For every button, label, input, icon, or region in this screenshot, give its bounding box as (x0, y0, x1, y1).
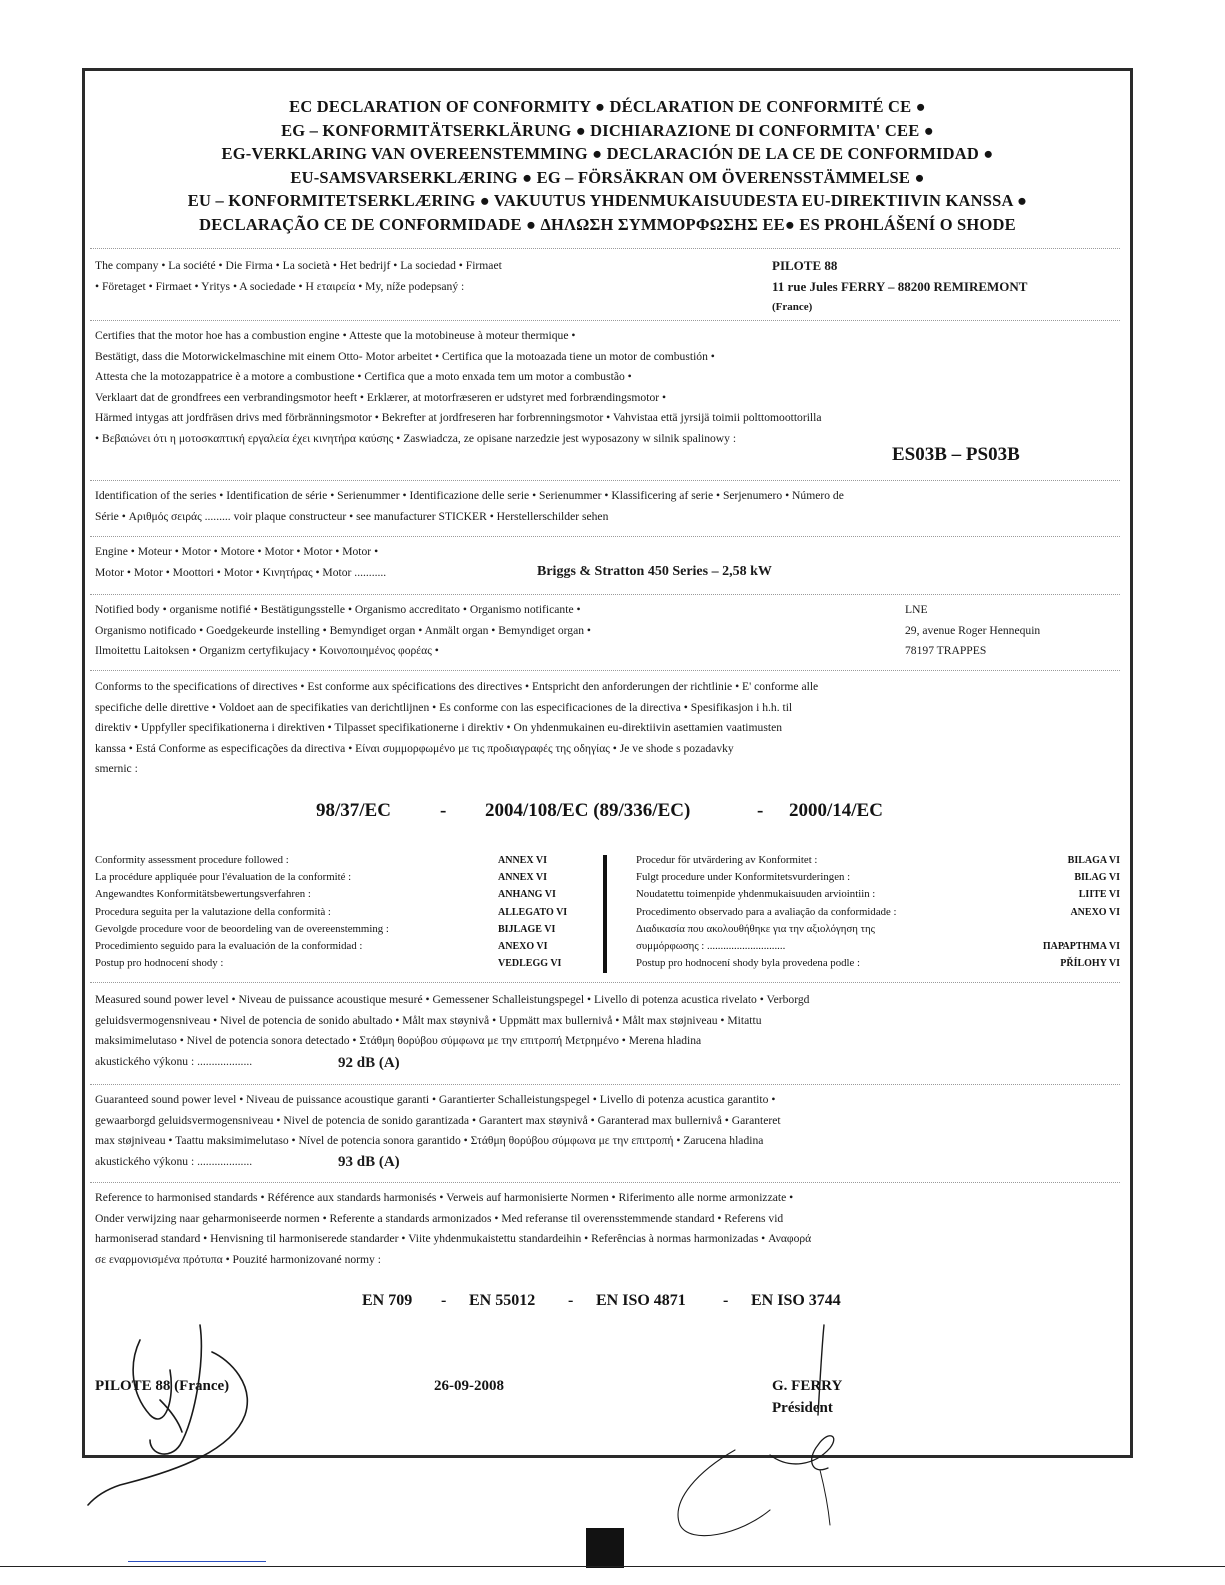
certifies-text: Certifies that the motor hoe has a combustion engine • Atteste que la motobineuse à moteur thermique • Bestätigt, dass die Motorwickelmaschine mit einem Otto- Motor arbeitet • Certifica que la motoazada tiene un motor de combustión • Attesta che la motozappatrice è a motore a combustione • Certifica que a moto enxada tem um motor a combustão • Verklaart dat de grondfrees een verbrandingsmotor heeft • Erklærer, at motorfræseren er udstyret med forbrændingsmotor • Härmed intygas att jordfräsen drivs med förbränningsmotor • Bekrefter at jordfreseren har forbrenningsmotor • Vahvistaa että jyrsijä toimii polttomoottorilla • Βεβαιώνει ότι η μοτοσκαπτική εργαλεία έχει κινητήρα καύσης • Zaswiadcza, ze opisane narzedzie jest wyposazony w silnik spalinowy : (95, 329, 822, 445)
standard-code: EN 55012 (469, 1292, 536, 1309)
guaranteed-text: Guaranteed sound power level • Niveau de puissance acoustique garanti • Garantierter Schalleistungspegel • Livello di potenza acustica garantito • gewaarborgd geluidsvermogensniveau • Nivel de potencia de sonido garantizada • Garantert max støynivå • Garanterad max bullernivå • Garanteret max støjniveau • Taattu maksimimelutaso • Nível de potencia sonora garantido • Στάθμη θορύβου σύμφωνα με την επιτροπή • Zarucena hladina akustického výkonu : ................... (95, 1093, 781, 1168)
bottom-rule (0, 1566, 1225, 1567)
notified-body: LNE 29, avenue Roger Hennequin 78197 TRAPPES (905, 603, 1041, 657)
separator: - (723, 1292, 729, 1309)
title-line: EC DECLARATION OF CONFORMITY ● DÉCLARATION DE CONFORMITÉ CE ● (289, 97, 926, 116)
separator: - (757, 800, 764, 821)
engine-value: Briggs & Stratton 450 Series – 2,58 kW (537, 564, 772, 579)
model-number: ES03B – PS03B (892, 444, 1020, 465)
measured-text: Measured sound power level • Niveau de puissance acoustique mesuré • Gemessener Schalleistungspegel • Livello di potenza acustica rivelato • Verborgd geluidsvermogensniveau • Nivel de potencia de sonido abultado • Målt max støynivå • Uppmätt max bullernivå • Målt max støjniveau • Mitattu maksimimelutaso • Nivel de potencia sonora detectado • Στάθμη θορύβου σύμφωνα με την επιτροπή Μετρημένο • Merena hladina akustického výkonu : ................... (95, 993, 810, 1068)
procedure-right-labels: Procedur för utvärdering av Konformitet : Fulgt procedure under Konformitetsvurderingen : Noudatettu toimenpide yhdenmukaisuuden arviointiin : Procedimento observado para a avaliação da conformidade : Διαδικασία που ακολουθήθηκε για την αξιολόγηση της συμμόρφωσης : ............................. Postup pro hodnocení shody byla provedena podle : (636, 854, 897, 970)
procedure-right-values: BILAGA VI BILAG VI LIITE VI ANEXO VI ΠΑΡΑΡΤΗΜΑ VI PŘÍLOHY VI (1042, 855, 1120, 970)
procedure-left-values: ANNEX VI ANNEX VI ANHANG VI ALLEGATO VI BIJLAGE VI ANEXO VI VEDLEGG VI (498, 855, 568, 970)
title-line: EG-VERKLARING VAN OVEREENSTEMMING ● DECLARACIÓN DE LA CE DE CONFORMIDAD ● (221, 144, 994, 163)
series-text: Identification of the series • Identification de série • Serienummer • Identificazione delle serie • Serienummer • Klassificering af serie • Serjenumero • Número de Série • Αριθμός σειράς ......... voir plaque constructeur • see manufacturer STICKER • Herstellerschilder sehen (95, 489, 844, 523)
separator: - (441, 1292, 447, 1309)
directive-code: 98/37/EC (316, 800, 391, 821)
directive-code: 2004/108/EC (89/336/EC) (485, 800, 691, 821)
guaranteed-value: 93 dB (A) (338, 1154, 400, 1170)
signature-date: 26-09-2008 (434, 1378, 504, 1394)
company-address: 11 rue Jules FERRY – 88200 REMIREMONT (772, 278, 1028, 294)
standard-code: EN ISO 4871 (596, 1292, 686, 1309)
notified-label: Notified body • organisme notifié • Bestätigungsstelle • Organismo accreditato • Organismo notificante • Organismo notificado • Goedgekeurde instelling • Bemyndiget organ • Anmält organ • Bemyndiget organ • Ilmoitettu Laitoksen • Organizm certyfikujacy • Κοινοποιημένος φορέας • (95, 603, 591, 657)
separator: - (440, 800, 447, 821)
procedure-left-labels: Conformity assessment procedure followed : La procédure appliquée pour l'évaluation de la conformité : Angewandtes Konformitätsbewertungsverfahren : Procedura seguita per la valutazione della conformità : Gevolgde procedure voor de beoordeling van de overeenstemming : Procedimiento seguido para la evaluación de la conformidad : Postup pro hodnocení shody : (95, 854, 389, 970)
title-line: EU-SAMSVARSERKLÆRING ● EG – FÖRSÄKRAN OM ÖVERENSSTÄMMELSE ● (290, 167, 925, 187)
engine-label: Engine • Moteur • Motor • Motore • Motor • Motor • Motor • Motor • Motor • Moottori • Motor • Κινητήρας • Motor ........... (95, 545, 387, 579)
standard-code: EN 709 (362, 1292, 413, 1309)
title-line: EU – KONFORMITETSERKLÆRING ● VAKUUTUS YHDENMUKAISUUDESTA EU-DIREKTIIVIN KANSSA ● (187, 191, 1028, 210)
page-marker (586, 1528, 624, 1568)
blue-rule (128, 1561, 266, 1562)
signatory-title: Président (772, 1400, 833, 1416)
signature-place: PILOTE 88 (France) (95, 1378, 230, 1394)
title-line: EG – KONFORMITÄTSERKLÄRUNG ● DICHIARAZIONE DI CONFORMITA' CEE ● (281, 120, 934, 140)
directives-text: Conforms to the specifications of directives • Est conforme aux spécifications des directives • Entspricht den anforderungen der richtlinie • E' conforme alle specifiche delle direttive • Voldoet aan de specifikaties van derichtlijnen • Es conforme con las especificaciones de la directiva • Spesifikasjon i h.h. til direktiv • Uppfyller specifikationerna i direktiven • Tilpasset specifikationerne i direktiv • On yhdenmukainen eu-direktiivin asettamien vaatimusten kanssa • Está Conforme as especificações da directiva • Είναι συμμορφωμένο με τις προδιαγραφές της οδηγίας • Je ve shode s pozadavky smernic : (95, 680, 819, 775)
standard-code: EN ISO 3744 (751, 1292, 841, 1309)
company-label: The company • La société • Die Firma • La società • Het bedrijf • La sociedad • Firmaet • Företaget • Firmaet • Yritys • A sociedade • Η εταιρεία • My, níže podepsaný : (95, 259, 502, 293)
directive-code: 2000/14/EC (789, 800, 883, 821)
measured-value: 92 dB (A) (338, 1055, 400, 1071)
signatory-name: G. FERRY (772, 1378, 843, 1394)
standards-text: Reference to harmonised standards • Référence aux standards harmonisés • Verweis auf harmonisierte Normen • Riferimento alle norme armonizzate • Onder verwijzing naar geharmoniseerde normen • Referente a standards armonizados • Med referanse til overensstemmende standard • Referens vid harmoniserad standard • Henvisning til harmoniserede standarder • Viite yhdenmukaistettu standardeihin • Referências à normas harmonizadas • Αναφορά σε εναρμονισμένα πρότυπα • Pouzité harmonizované normy : (95, 1191, 812, 1266)
company-country: (France) (772, 301, 813, 313)
separator: - (568, 1292, 574, 1309)
company-name: PILOTE 88 (772, 258, 838, 273)
title-line: DECLARAÇÃO CE DE CONFORMIDADE ● ΔΗΛΩΣΗ ΣΥΜΜΟΡΦΩΣΗΣ ΕΕ● ES PROHLÁŠENÍ O SHODE (199, 214, 1016, 234)
